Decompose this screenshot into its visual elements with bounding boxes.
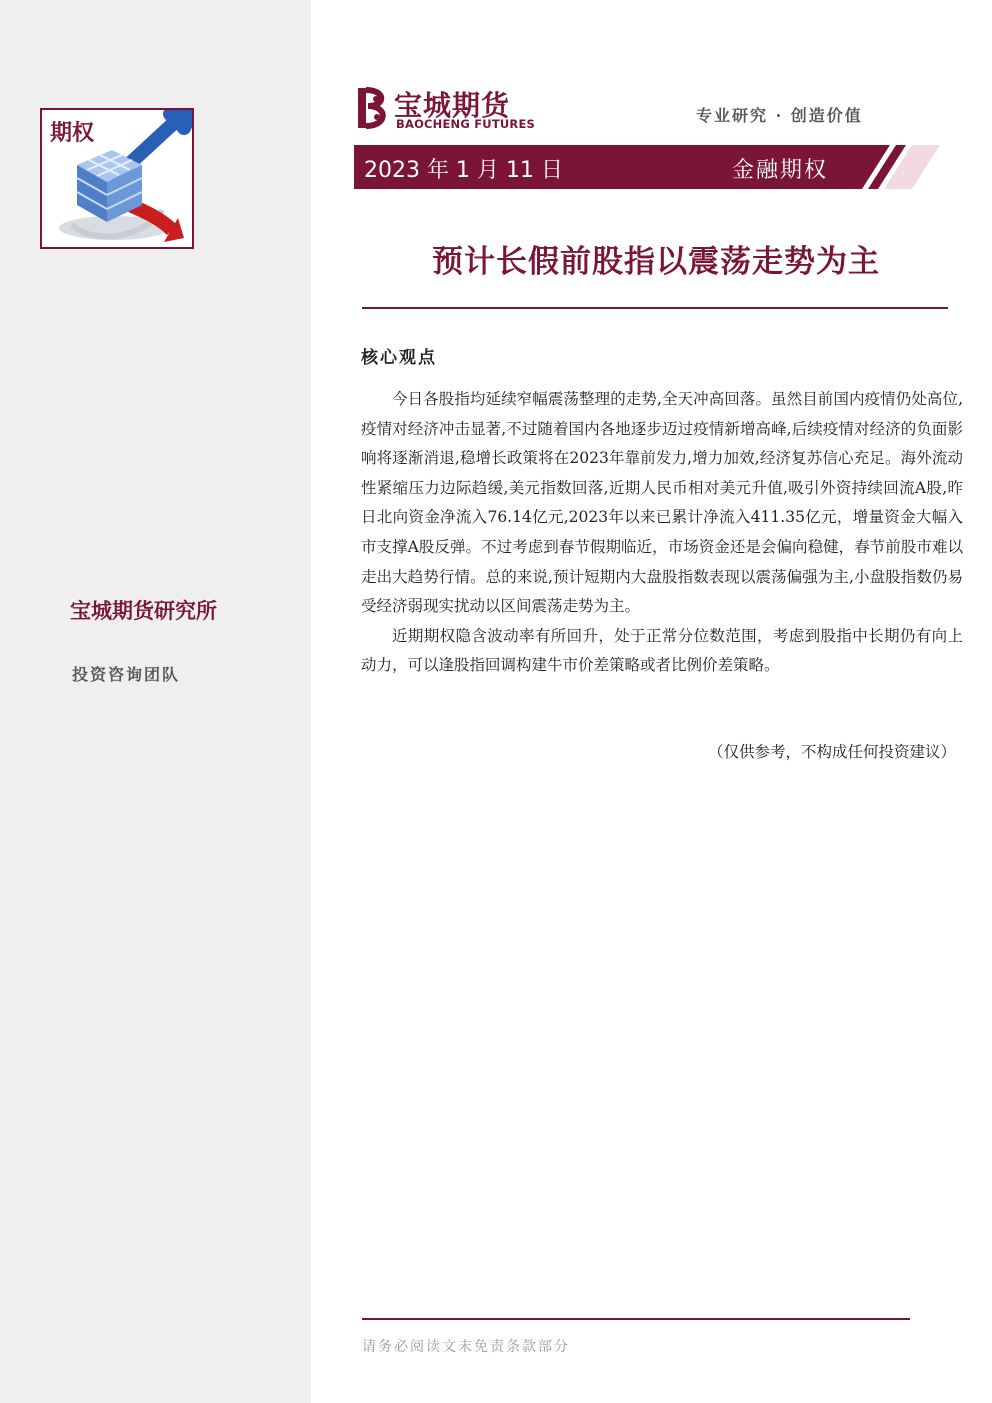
report-category: 金融期权 [732,158,829,183]
baocheng-logo-icon [356,86,390,130]
institute-name: 宝城期货研究所 [70,599,217,623]
badge-label: 期权 [50,121,95,146]
paragraph-1: 今日各股指均延续窄幅震荡整理的走势,全天冲高回落。虽然目前国内疫情仍处高位,疫情对经济冲击显著,不过随着国内各地逐步迈过疫情新增高峰,后续疫情对经济的负面影响将逐渐消退,稳增长政策将在2023年靠前发力,增力加效,经济复苏信心充足。海外流动性紧缩压力边际趋缓,美元指数回落,近期人民币相对美元升值,吸引外资持续回流A股,昨日北向资金净流入76.14亿元,2023年以来已累计净流入411.35亿元，增量资金大幅入市支撑A股反弹。不过考虑到春节假期临近，市场资金还是会偏向稳健，春节前股市难以走出大趋势行情。总的来说,预计短期内大盘股指数表现以震荡偏强为主,小盘股指数仍易受经济弱现实扰动以区间震荡走势为主。 [361,390,963,616]
date-banner [354,145,894,189]
team-name: 投资咨询团队 [72,665,181,684]
report-date: 2023 年 1 月 11 日 [364,158,563,183]
paragraph-2: 近期期权隐含波动率有所回升，处于正常分位数范围，考虑到股指中长期仍有向上动力，可以逢股指回调构建牛市价差策略或者比例价差策略。 [361,626,963,675]
logo-text-en: BAOCHENG FUTURES [396,117,535,131]
options-badge [40,108,194,249]
slogan: 专业研究 · 创造价值 [696,106,863,125]
disclaimer: （仅供参考，不构成任何投资建议） [707,743,956,761]
sidebar [0,0,311,1403]
logo-text-cn: 宝城期货 [394,89,511,122]
title-divider [362,307,948,309]
footer-note: 请务必阅读文末免责条款部分 [362,1339,570,1355]
section-heading: 核心观点 [361,348,437,368]
footer-divider [362,1318,910,1320]
page-title: 预计长假前股指以震荡走势为主 [432,244,880,280]
body-text [361,385,963,681]
